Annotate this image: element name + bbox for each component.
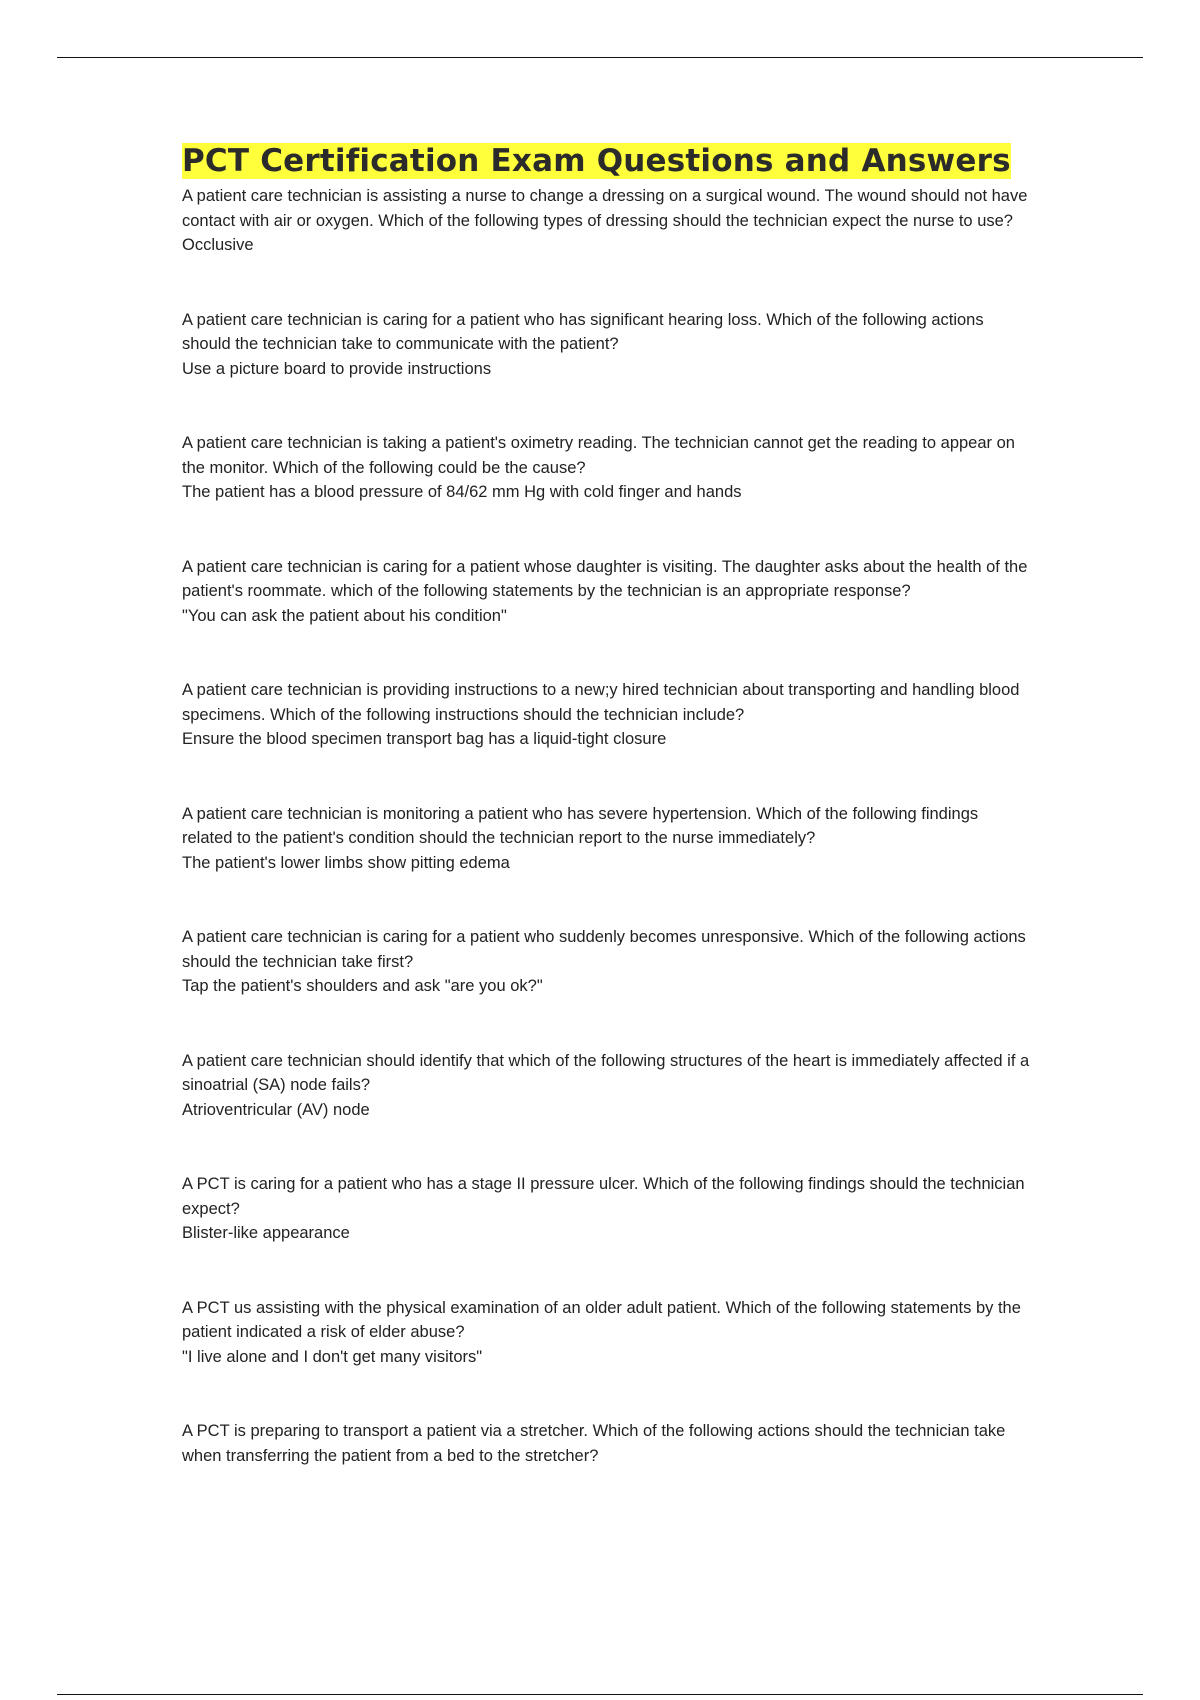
question-text: A patient care technician is taking a patient's oximetry reading. The technician cannot get the reading to appear on the monitor. Which of the following could be the cause? [182,434,1015,477]
answer-text: The patient has a blood pressure of 84/62 mm Hg with cold finger and hands [182,483,742,501]
answer-text: "You can ask the patient about his condition" [182,606,507,625]
question-text: A patient care technician is assisting a nurse to change a dressing on a surgical wound. The wound should not have contact with air or oxygen. Which of the following types of dressing should the technician expect the nurse to use? [182,187,1028,230]
header-rule [57,57,1143,58]
question-text: A patient care technician should identify that which of the following structures of the heart is immediately affected if a sinoatrial (SA) node fails? [182,1051,1030,1094]
answer-text: Tap the patient's shoulders and ask "are you ok?" [182,977,543,995]
question-text: A patient care technician is caring for a patient who has significant hearing loss. Which of the following actions should the technician take to communicate with the patient? [182,310,984,353]
question-text: A patient care technician is providing instructions to a new;y hired technician about transporting and handling blood specimens. Which of the following instructions should the technician include? [182,681,1020,724]
question-text: A PCT us assisting with the physical examination of an older adult patient. Which of the following statements by the patient indicated a risk of elder abuse? [182,1298,1021,1341]
qa-item-1 [182,184,1032,258]
footer-rule [57,1694,1143,1695]
document-title [182,142,1032,181]
question-text: A patient care technician is monitoring a patient who has severe hypertension. Which of the following findings related to the patient's condition should the technician report to the nurse immediately? [182,804,979,847]
qa-item-5 [182,678,1032,752]
qa-item-7 [182,925,1032,999]
answer-text: The patient's lower limbs show pitting edema [182,853,510,872]
qa-item-11 [182,1419,1032,1468]
answer-text: "I live alone and I don't get many visitors" [182,1347,483,1366]
question-text: A patient care technician is caring for a patient who suddenly becomes unresponsive. Which of the following actions should the technician take first? [182,928,1026,971]
answer-text: Occlusive [182,236,254,254]
qa-item-4 [182,555,1032,629]
qa-item-10 [182,1296,1032,1370]
qa-item-6 [182,802,1032,876]
qa-item-8 [182,1049,1032,1123]
answer-text: Use a picture board to provide instructions [182,359,492,378]
title-highlight: PCT Certification Exam Questions and Answers [182,143,1011,179]
qa-item-9 [182,1172,1032,1246]
answer-text: Blister-like appearance [182,1224,350,1242]
document-body [182,142,1032,1518]
question-text: A PCT is caring for a patient who has a stage II pressure ulcer. Which of the following findings should the technician expect? [182,1175,1025,1218]
answer-text: Atrioventricular (AV) node [182,1100,370,1119]
answer-text: Ensure the blood specimen transport bag has a liquid-tight closure [182,730,667,748]
question-text: A patient care technician is caring for a patient whose daughter is visiting. The daughter asks about the health of the patient's roommate. which of the following statements by the technician is an appropriate response? [182,557,1028,600]
qa-item-2 [182,308,1032,382]
qa-item-3 [182,431,1032,505]
question-text: A PCT is preparing to transport a patient via a stretcher. Which of the following actions should the technician take when transferring the patient from a bed to the stretcher? [182,1422,1006,1465]
